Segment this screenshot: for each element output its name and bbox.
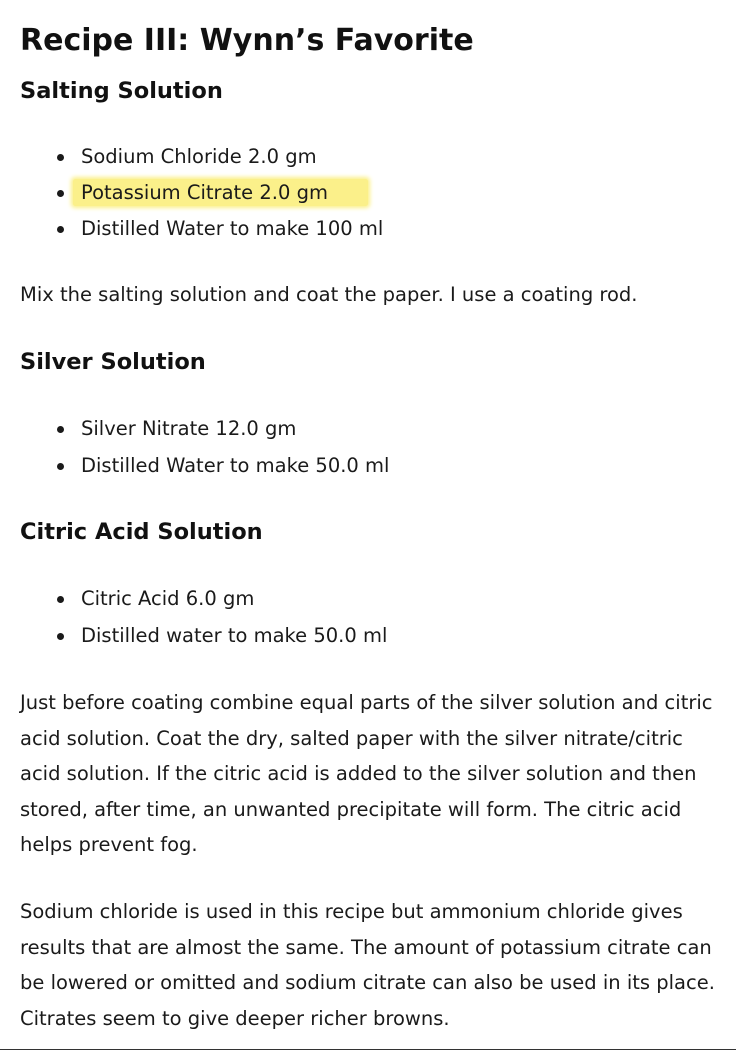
- list-item: [20, 581, 387, 617]
- page-title: Recipe III: Wynn’s Favorite: [20, 23, 474, 58]
- section-heading-salting: Salting Solution: [20, 78, 223, 104]
- list-item-text: Sodium Chloride 2.0 gm: [81, 145, 317, 168]
- list-item-text: Distilled water to make 50.0 ml: [81, 624, 388, 647]
- list-item-highlighted: [20, 175, 383, 211]
- list-item: [20, 211, 383, 247]
- citric-ingredient-list: [20, 581, 387, 654]
- list-item-text: Silver Nitrate 12.0 gm: [81, 417, 297, 440]
- highlighted-text: Potassium Citrate 2.0 gm: [73, 179, 368, 206]
- list-item-text: Distilled Water to make 50.0 ml: [81, 454, 390, 477]
- section-heading-citric: Citric Acid Solution: [20, 519, 263, 545]
- list-item: [20, 139, 383, 175]
- paragraph-chloride-notes: Sodium chloride is used in this recipe but ammonium chloride gives results that are almost the same. The amount of potassium citrate can be lowered or omitted and sodium citrate can also be used in its place. Citrates seem to give deeper richer browns.: [20, 900, 715, 1030]
- silver-ingredient-list: [20, 411, 389, 484]
- list-item: [20, 411, 389, 447]
- list-item-text: Citric Acid 6.0 gm: [81, 587, 255, 610]
- list-item: [20, 448, 389, 484]
- salting-ingredient-list: [20, 139, 383, 247]
- paragraph-salting-note: Mix the salting solution and coat the paper. I use a coating rod.: [20, 283, 638, 306]
- list-item-text: Distilled Water to make 100 ml: [81, 217, 384, 240]
- list-item: [20, 618, 387, 654]
- paragraph-coating-instructions: Just before coating combine equal parts of the silver solution and citric acid solution. Coat the dry, salted paper with the silver nitrate/citric acid solution. If the citric acid is added to the silver solution and then stored, after time, an unwanted precipitate will form. The citric acid helps prevent fog.: [20, 691, 713, 857]
- section-heading-silver: Silver Solution: [20, 349, 206, 375]
